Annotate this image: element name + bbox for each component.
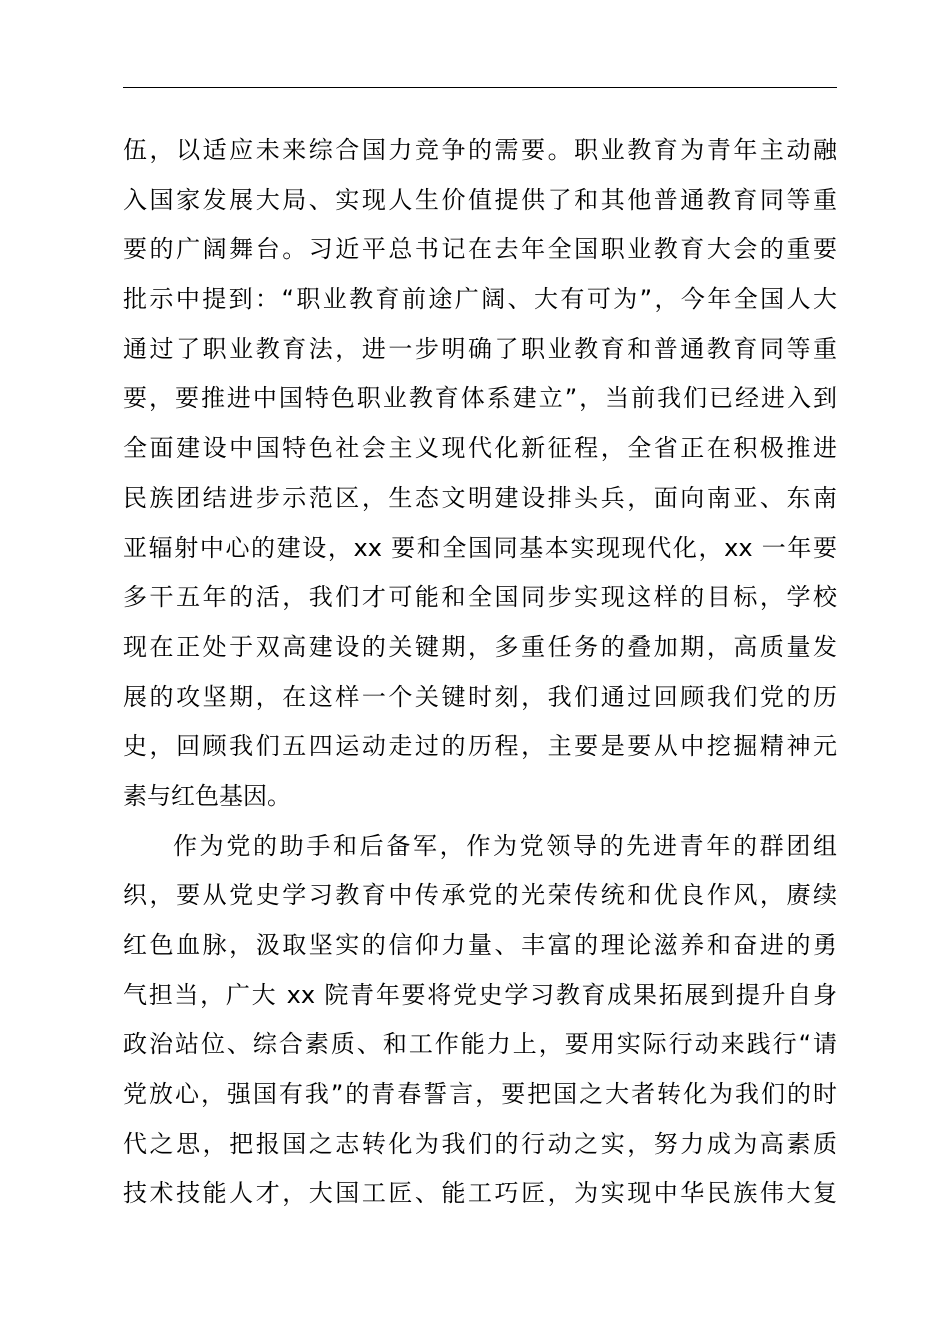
text-line: 批示中提到：“职业教育前途广阔、大有可为”，今年全国人大 bbox=[123, 285, 837, 314]
text-line: 代之思，把报国之志转化为我们的行动之实，努力成为高素质 bbox=[123, 1129, 837, 1158]
text-line: 入国家发展大局、实现人生价值提供了和其他普通教育同等重 bbox=[123, 185, 837, 214]
paragraph-2 bbox=[123, 822, 837, 1220]
text-line: 技术技能人才，大国工匠、能工巧匠，为实现中华民族伟大复 bbox=[123, 1179, 837, 1208]
text-line: 多干五年的活，我们才可能和全国同步实现这样的目标，学校 bbox=[123, 583, 837, 612]
text-line: 史，回顾我们五四运动走过的历程，主要是要从中挖掘精神元 bbox=[123, 732, 837, 761]
text-line: 素与红色基因。 bbox=[123, 781, 291, 810]
text-line: 要，要推进中国特色职业教育体系建立”，当前我们已经进入到 bbox=[123, 384, 837, 413]
text-line: 伍，以适应未来综合国力竞争的需要。职业教育为青年主动融 bbox=[123, 136, 837, 164]
paragraph-1 bbox=[123, 126, 837, 822]
text-line: 民族团结进步示范区，生态文明建设排头兵，面向南亚、东南 bbox=[123, 483, 837, 512]
header-rule bbox=[123, 87, 837, 88]
text-line: 作为党的助手和后备军，作为党领导的先进青年的群团组 bbox=[173, 831, 837, 860]
text-line: 全面建设中国特色社会主义现代化新征程，全省正在积极推进 bbox=[123, 434, 837, 463]
text-line: 织，要从党史学习教育中传承党的光荣传统和优良作风，赓续 bbox=[123, 881, 837, 910]
text-line: 党放心，强国有我”的青春誓言，要把国之大者转化为我们的时 bbox=[123, 1080, 837, 1109]
text-line: 通过了职业教育法，进一步明确了职业教育和普通教育同等重 bbox=[123, 334, 837, 363]
text-line: 现在正处于双高建设的关键期，多重任务的叠加期，高质量发 bbox=[123, 632, 837, 661]
text-line: 政治站位、综合素质、和工作能力上，要用实际行动来践行“请 bbox=[123, 1030, 837, 1059]
text-line: 展的攻坚期，在这样一个关键时刻，我们通过回顾我们党的历 bbox=[123, 682, 837, 711]
text-line: 气担当，广大 xx 院青年要将党史学习教育成果拓展到提升自身 bbox=[123, 980, 837, 1009]
document-body bbox=[123, 126, 837, 1219]
text-line: 要的广阔舞台。习近平总书记在去年全国职业教育大会的重要 bbox=[123, 235, 837, 264]
text-line: 亚辐射中心的建设，xx 要和全国同基本实现现代化，xx 一年要 bbox=[123, 533, 837, 562]
text-line: 红色血脉，汲取坚实的信仰力量、丰富的理论滋养和奋进的勇 bbox=[123, 931, 837, 959]
